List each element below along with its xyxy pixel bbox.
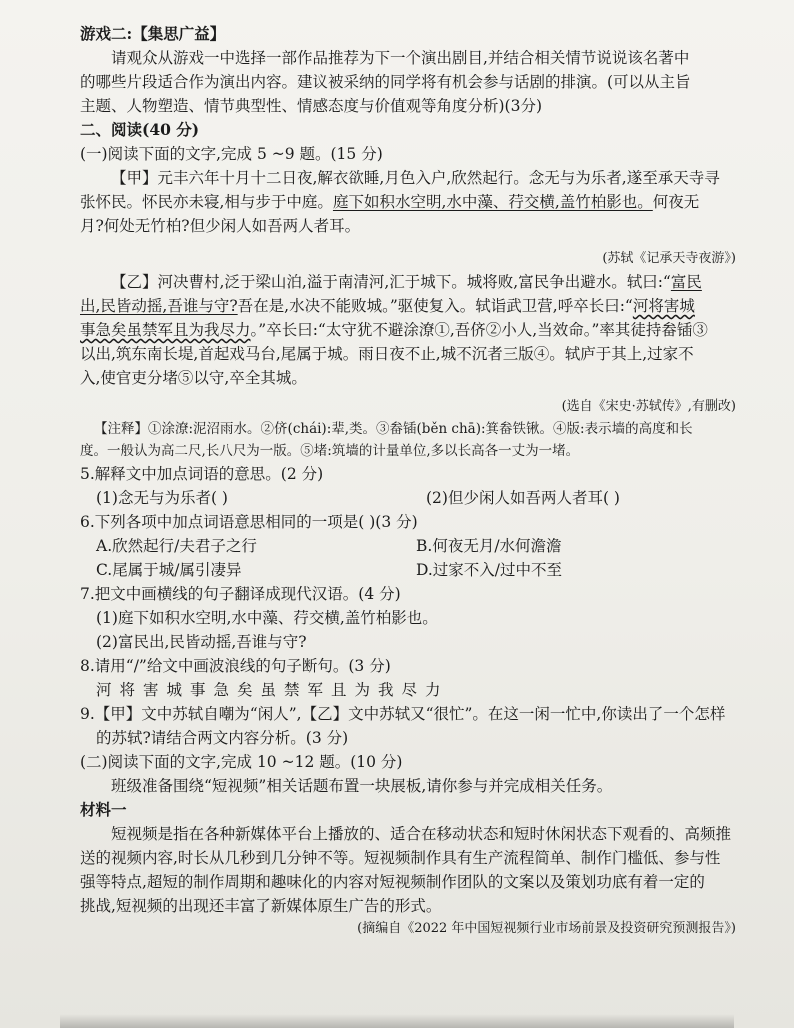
- material-1-line-1: 短视频是指在各种新媒体平台上播放的、适合在移动状态和短时休闲状态下观看的、高频推: [111, 825, 732, 843]
- q5-options: [80, 486, 736, 510]
- q7-item-2: (2)富民出,民皆动摇,吾谁与守?: [96, 633, 307, 651]
- material-1-line-2: 送的视频内容,时长从几秒到几分钟不等。短视频制作具有生产流程简单、制作门槛低、参与性: [80, 849, 721, 867]
- game2-line-1: 请观众从游戏一中选择一部作品推荐为下一个演出剧目,并结合相关情节说说该名著中: [111, 49, 690, 67]
- game2-line-3: 主题、人物塑造、情节典型性、情感态度与价值观等角度分析)(3分): [80, 97, 543, 115]
- notes-line-2: 度。一般认为高二尺,长八尺为一版。⑤堵:筑墙的计量单位,多以长高各一丈为一堵。: [80, 443, 580, 459]
- q8-sentence: 河将害城事急矣虽禁军且为我尽力: [96, 681, 449, 699]
- yi-wavy-2: 事急矣虽禁军且为我尽力: [80, 321, 251, 339]
- yi-line-2: [80, 294, 736, 318]
- q6-row-1: [80, 534, 736, 558]
- page-bottom-shadow: [60, 1014, 734, 1028]
- q5-blank-2: (2)但少闲人如吾两人者耳( ): [426, 489, 620, 507]
- q7-stem: 7.把文中画横线的句子翻译成现代汉语。(4 分): [80, 585, 401, 603]
- jia-source: (苏轼《记承天寺夜游》): [602, 251, 736, 266]
- game2-title: 游戏二:【集思广益】: [80, 24, 226, 43]
- yi-underlined-1: 富民: [670, 273, 702, 291]
- part2-instruction: (二)阅读下面的文字,完成 10 ~12 题。(10 分): [80, 753, 403, 771]
- section-reading-title: 二、阅读(40 分): [80, 120, 200, 139]
- yi-line-2-a: 吾在是,水决不能败城。”驱使复入。轼诣武卫营,呼卒长曰:“: [237, 297, 633, 315]
- q8-stem: 8.请用“/”给文中画波浪线的句子断句。(3 分): [80, 657, 391, 675]
- yi-line-5: 入,使官吏分堵⑤以守,卒全其城。: [80, 369, 307, 387]
- yi-line-1: [80, 270, 736, 294]
- jia-line-2-a: 张怀民。怀民亦未寝,相与步于中庭。: [80, 193, 333, 211]
- material-1-line-4: 挑战,短视频的出现还丰富了新媒体原生广告的形式。: [80, 897, 442, 915]
- jia-line-2: [80, 190, 736, 214]
- yi-line-3: [80, 318, 736, 342]
- part2-intro: 班级准备围绕“短视频”相关话题布置一块展板,请你参与并完成相关任务。: [111, 777, 613, 795]
- material-1-source: (摘编自《2022 年中国短视频行业市场前景及投资研究预测报告》): [357, 921, 736, 936]
- q9-line-1: 9.【甲】文中苏轼自嘲为“闲人”,【乙】文中苏轼又“很忙”。在这一闲一忙中,你读出了一个怎样: [80, 705, 726, 723]
- yi-line-3-a: 。”卒长曰:“太守犹不避涂潦①,吾侪②小人,当效命。”率其徒持畚锸③: [250, 321, 708, 339]
- yi-line-1-a: 【乙】河决曹村,泛于梁山泊,溢于南清河,汇于城下。城将败,富民争出避水。轼曰:“: [111, 273, 671, 291]
- yi-source: (选自《宋史·苏轼传》,有删改): [561, 399, 736, 414]
- notes-line-1: 【注释】①涂潦:泥沼雨水。②侪(chái):辈,类。③畚锸(běn chā):箕畚铁锹。④版:表示墙的高度和长: [94, 421, 693, 437]
- q7-item-1: (1)庭下如积水空明,水中藻、荇交横,盖竹柏影也。: [96, 609, 438, 627]
- q6-option-c: C.尾属于城/属引凄异: [96, 561, 242, 579]
- yi-underlined-2: 出,民皆动摇,吾谁与守?: [80, 297, 238, 315]
- jia-line-3: 月?何处无竹柏?但少闲人如吾两人者耳。: [80, 217, 361, 235]
- q5-stem: 5.解释文中加点词语的意思。(2 分): [80, 465, 324, 483]
- yi-wavy-1: 河将害城: [632, 297, 695, 315]
- q6-row-2: [80, 558, 736, 582]
- jia-line-2-b: 何夜无: [652, 193, 700, 211]
- material-1-title: 材料一: [80, 800, 127, 819]
- jia-underlined-sentence: 庭下如积水空明,水中藻、荇交横,盖竹柏影也。: [332, 193, 653, 211]
- q6-option-b: B.何夜无月/水何澹澹: [416, 537, 562, 555]
- q6-option-d: D.过家不入/过中不至: [416, 561, 563, 579]
- part1-instruction: (一)阅读下面的文字,完成 5 ~9 题。(15 分): [80, 145, 383, 163]
- jia-line-1: 【甲】元丰六年十月十二日夜,解衣欲睡,月色入户,欣然起行。念无与为乐者,遂至承天寺寻: [111, 169, 720, 187]
- q9-line-2: 的苏轼?请结合两文内容分析。(3 分): [96, 729, 349, 747]
- q6-option-a: A.欣然起行/夫君子之行: [96, 537, 257, 555]
- material-1-line-3: 强等特点,超短的制作周期和趣味化的内容对短视频制作团队的文案以及策划功底有着一定的: [80, 873, 705, 891]
- yi-line-4: 以出,筑东南长堤,首起戏马台,尾属于城。雨日夜不止,城不沉者三版④。轼庐于其上,过家不: [80, 345, 694, 363]
- q6-stem: 6.下列各项中加点词语意思相同的一项是( )(3 分): [80, 513, 418, 531]
- game2-line-2: 的哪些片段适合作为演出内容。建议被采纳的同学将有机会参与话剧的排演。(可以从主旨: [80, 73, 691, 91]
- q5-blank-1: (1)念无与为乐者( ): [96, 489, 228, 507]
